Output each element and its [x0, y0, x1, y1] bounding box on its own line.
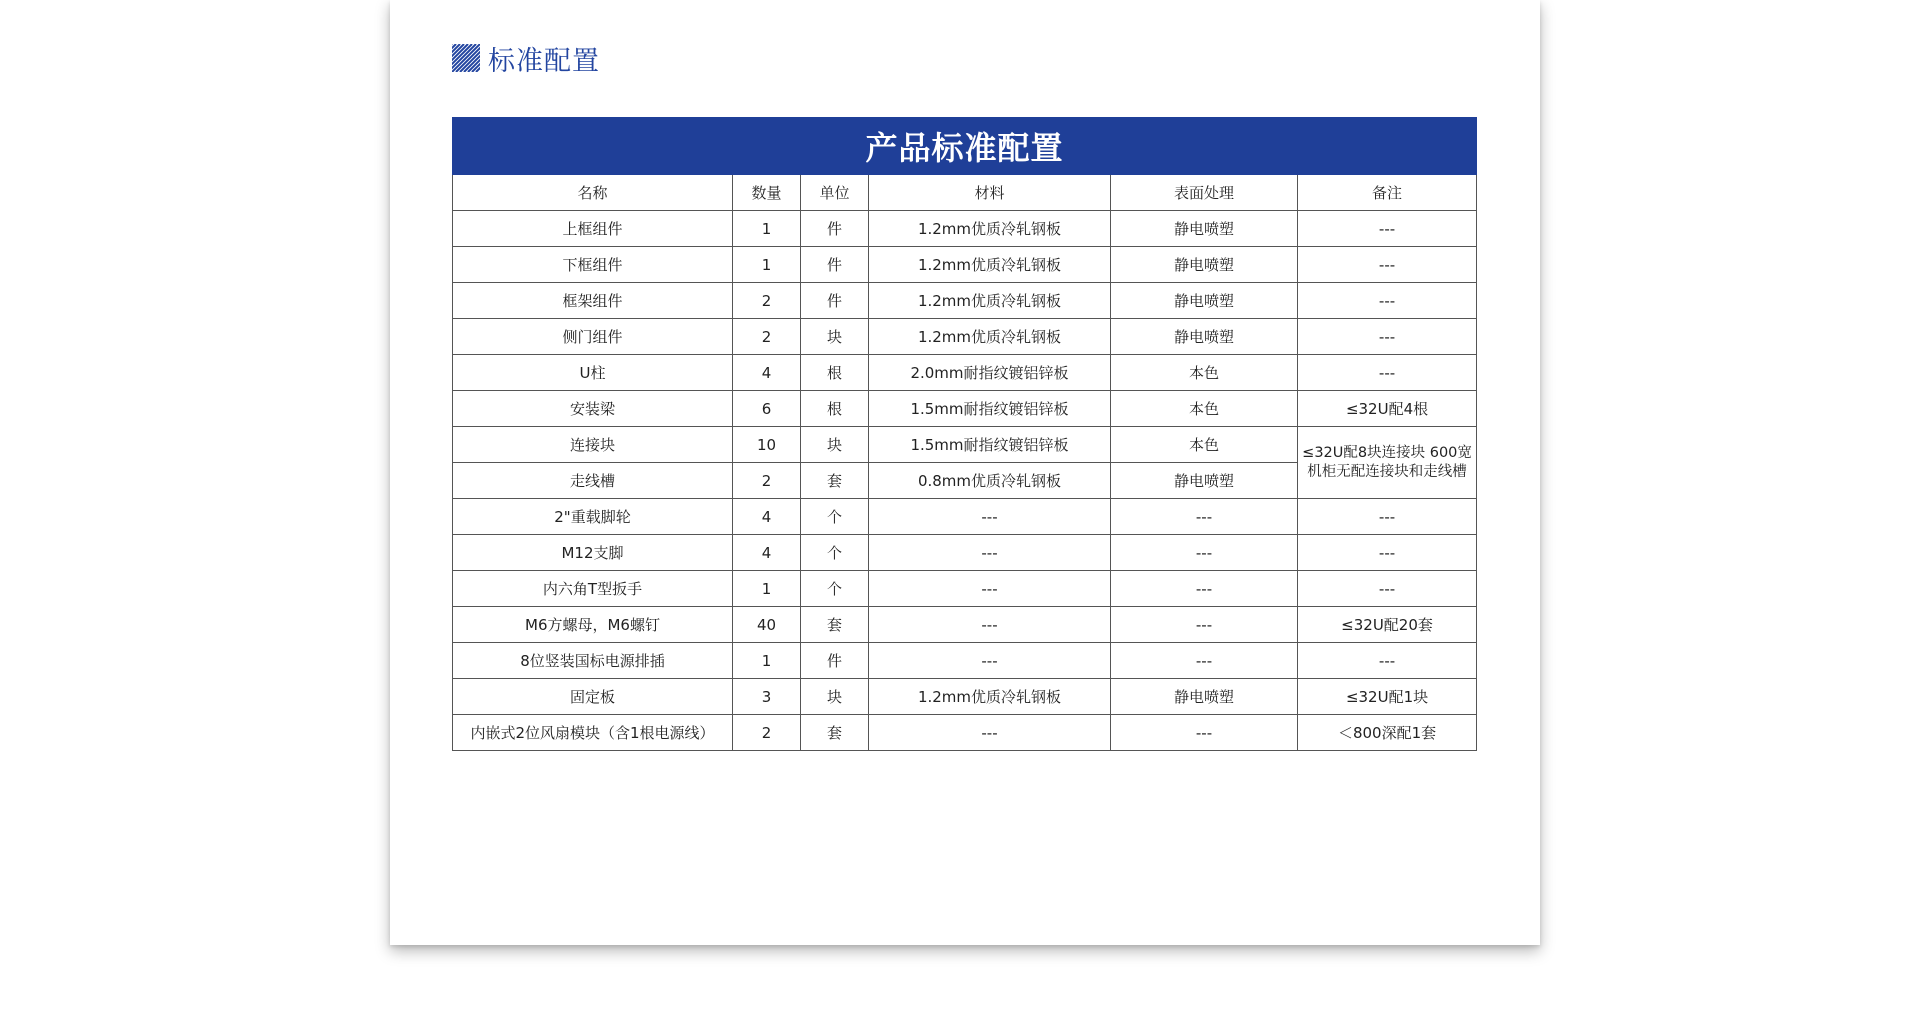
cell-qty: 1: [733, 571, 801, 607]
cell-unit: 套: [801, 715, 869, 751]
cell-note: ＜800深配1套: [1298, 715, 1477, 751]
cell-material: 2.0mm耐指纹镀铝锌板: [869, 355, 1111, 391]
cell-material: 1.2mm优质冷轧钢板: [869, 679, 1111, 715]
cell-material: 1.2mm优质冷轧钢板: [869, 247, 1111, 283]
column-header-note: 备注: [1298, 175, 1477, 211]
cell-name: 安装梁: [453, 391, 733, 427]
config-table: [452, 117, 1477, 751]
table-caption: 产品标准配置: [453, 118, 1477, 175]
cell-qty: 3: [733, 679, 801, 715]
cell-qty: 4: [733, 535, 801, 571]
table-row: [453, 499, 1477, 535]
table-row: [453, 211, 1477, 247]
cell-qty: 4: [733, 499, 801, 535]
cell-note: ---: [1298, 319, 1477, 355]
section-title: 标准配置: [488, 45, 600, 77]
cell-qty: 2: [733, 319, 801, 355]
cell-surface: ---: [1111, 571, 1298, 607]
table-row: [453, 535, 1477, 571]
column-header-name: 名称: [453, 175, 733, 211]
cell-material: 1.5mm耐指纹镀铝锌板: [869, 427, 1111, 463]
cell-surface: 静电喷塑: [1111, 679, 1298, 715]
cell-note-merged: ≤32U配8块连接块 600宽机柜无配连接块和走线槽: [1298, 427, 1477, 499]
cell-surface: ---: [1111, 499, 1298, 535]
cell-unit: 块: [801, 427, 869, 463]
cell-unit: 块: [801, 319, 869, 355]
cell-surface: ---: [1111, 715, 1298, 751]
cell-note: ≤32U配4根: [1298, 391, 1477, 427]
cell-unit: 套: [801, 607, 869, 643]
cell-surface: ---: [1111, 607, 1298, 643]
cell-note: ---: [1298, 643, 1477, 679]
cell-unit: 个: [801, 571, 869, 607]
cell-material: 1.2mm优质冷轧钢板: [869, 211, 1111, 247]
cell-name: 连接块: [453, 427, 733, 463]
cell-surface: 本色: [1111, 355, 1298, 391]
cell-name: 框架组件: [453, 283, 733, 319]
column-header-surface: 表面处理: [1111, 175, 1298, 211]
cell-note: ---: [1298, 211, 1477, 247]
table-row: [453, 319, 1477, 355]
cell-material: ---: [869, 535, 1111, 571]
cell-note: ---: [1298, 535, 1477, 571]
cell-qty: 1: [733, 211, 801, 247]
column-header-material: 材料: [869, 175, 1111, 211]
cell-material: ---: [869, 643, 1111, 679]
cell-name: 上框组件: [453, 211, 733, 247]
cell-qty: 6: [733, 391, 801, 427]
table-row: [453, 391, 1477, 427]
cell-note: ---: [1298, 571, 1477, 607]
cell-material: 1.5mm耐指纹镀铝锌板: [869, 391, 1111, 427]
table-row: [453, 679, 1477, 715]
cell-qty: 2: [733, 283, 801, 319]
cell-surface: 本色: [1111, 391, 1298, 427]
cell-name: 走线槽: [453, 463, 733, 499]
cell-surface: 静电喷塑: [1111, 247, 1298, 283]
cell-note: ≤32U配20套: [1298, 607, 1477, 643]
cell-qty: 4: [733, 355, 801, 391]
table-row: [453, 427, 1477, 463]
diagonal-stripes-icon: [452, 44, 480, 72]
cell-name: M6方螺母，M6螺钉: [453, 607, 733, 643]
table-row: [453, 571, 1477, 607]
cell-name: 固定板: [453, 679, 733, 715]
document-page: [390, 0, 1540, 945]
table-row: [453, 607, 1477, 643]
table-row: [453, 355, 1477, 391]
cell-material: ---: [869, 607, 1111, 643]
cell-material: ---: [869, 715, 1111, 751]
table-row: [453, 247, 1477, 283]
table-row: [453, 715, 1477, 751]
cell-note: ≤32U配1块: [1298, 679, 1477, 715]
cell-qty: 1: [733, 643, 801, 679]
cell-unit: 件: [801, 247, 869, 283]
cell-surface: 静电喷塑: [1111, 463, 1298, 499]
cell-name: U柱: [453, 355, 733, 391]
cell-qty: 2: [733, 715, 801, 751]
cell-unit: 根: [801, 355, 869, 391]
cell-name: 内六角T型扳手: [453, 571, 733, 607]
cell-name: 2"重载脚轮: [453, 499, 733, 535]
cell-material: ---: [869, 499, 1111, 535]
cell-unit: 根: [801, 391, 869, 427]
table-caption-row: [453, 118, 1477, 175]
cell-name: 内嵌式2位风扇模块（含1根电源线）: [453, 715, 733, 751]
cell-surface: 静电喷塑: [1111, 211, 1298, 247]
cell-qty: 2: [733, 463, 801, 499]
cell-unit: 件: [801, 643, 869, 679]
table-row: [453, 283, 1477, 319]
cell-material: 1.2mm优质冷轧钢板: [869, 319, 1111, 355]
cell-name: 8位竖装国标电源排插: [453, 643, 733, 679]
cell-note: ---: [1298, 283, 1477, 319]
cell-note: ---: [1298, 355, 1477, 391]
cell-qty: 1: [733, 247, 801, 283]
cell-note: ---: [1298, 499, 1477, 535]
cell-surface: 静电喷塑: [1111, 283, 1298, 319]
column-header-qty: 数量: [733, 175, 801, 211]
table-header-row: [453, 175, 1477, 211]
cell-name: 侧门组件: [453, 319, 733, 355]
cell-unit: 件: [801, 283, 869, 319]
table-row: [453, 643, 1477, 679]
cell-unit: 个: [801, 499, 869, 535]
cell-name: M12支脚: [453, 535, 733, 571]
cell-surface: 静电喷塑: [1111, 319, 1298, 355]
cell-material: 1.2mm优质冷轧钢板: [869, 283, 1111, 319]
cell-qty: 40: [733, 607, 801, 643]
cell-name: 下框组件: [453, 247, 733, 283]
cell-unit: 件: [801, 211, 869, 247]
cell-material: ---: [869, 571, 1111, 607]
cell-unit: 个: [801, 535, 869, 571]
cell-surface: ---: [1111, 535, 1298, 571]
column-header-unit: 单位: [801, 175, 869, 211]
cell-material: 0.8mm优质冷轧钢板: [869, 463, 1111, 499]
cell-surface: 本色: [1111, 427, 1298, 463]
cell-unit: 块: [801, 679, 869, 715]
cell-unit: 套: [801, 463, 869, 499]
section-heading: [452, 40, 600, 76]
cell-note: ---: [1298, 247, 1477, 283]
cell-surface: ---: [1111, 643, 1298, 679]
cell-qty: 10: [733, 427, 801, 463]
